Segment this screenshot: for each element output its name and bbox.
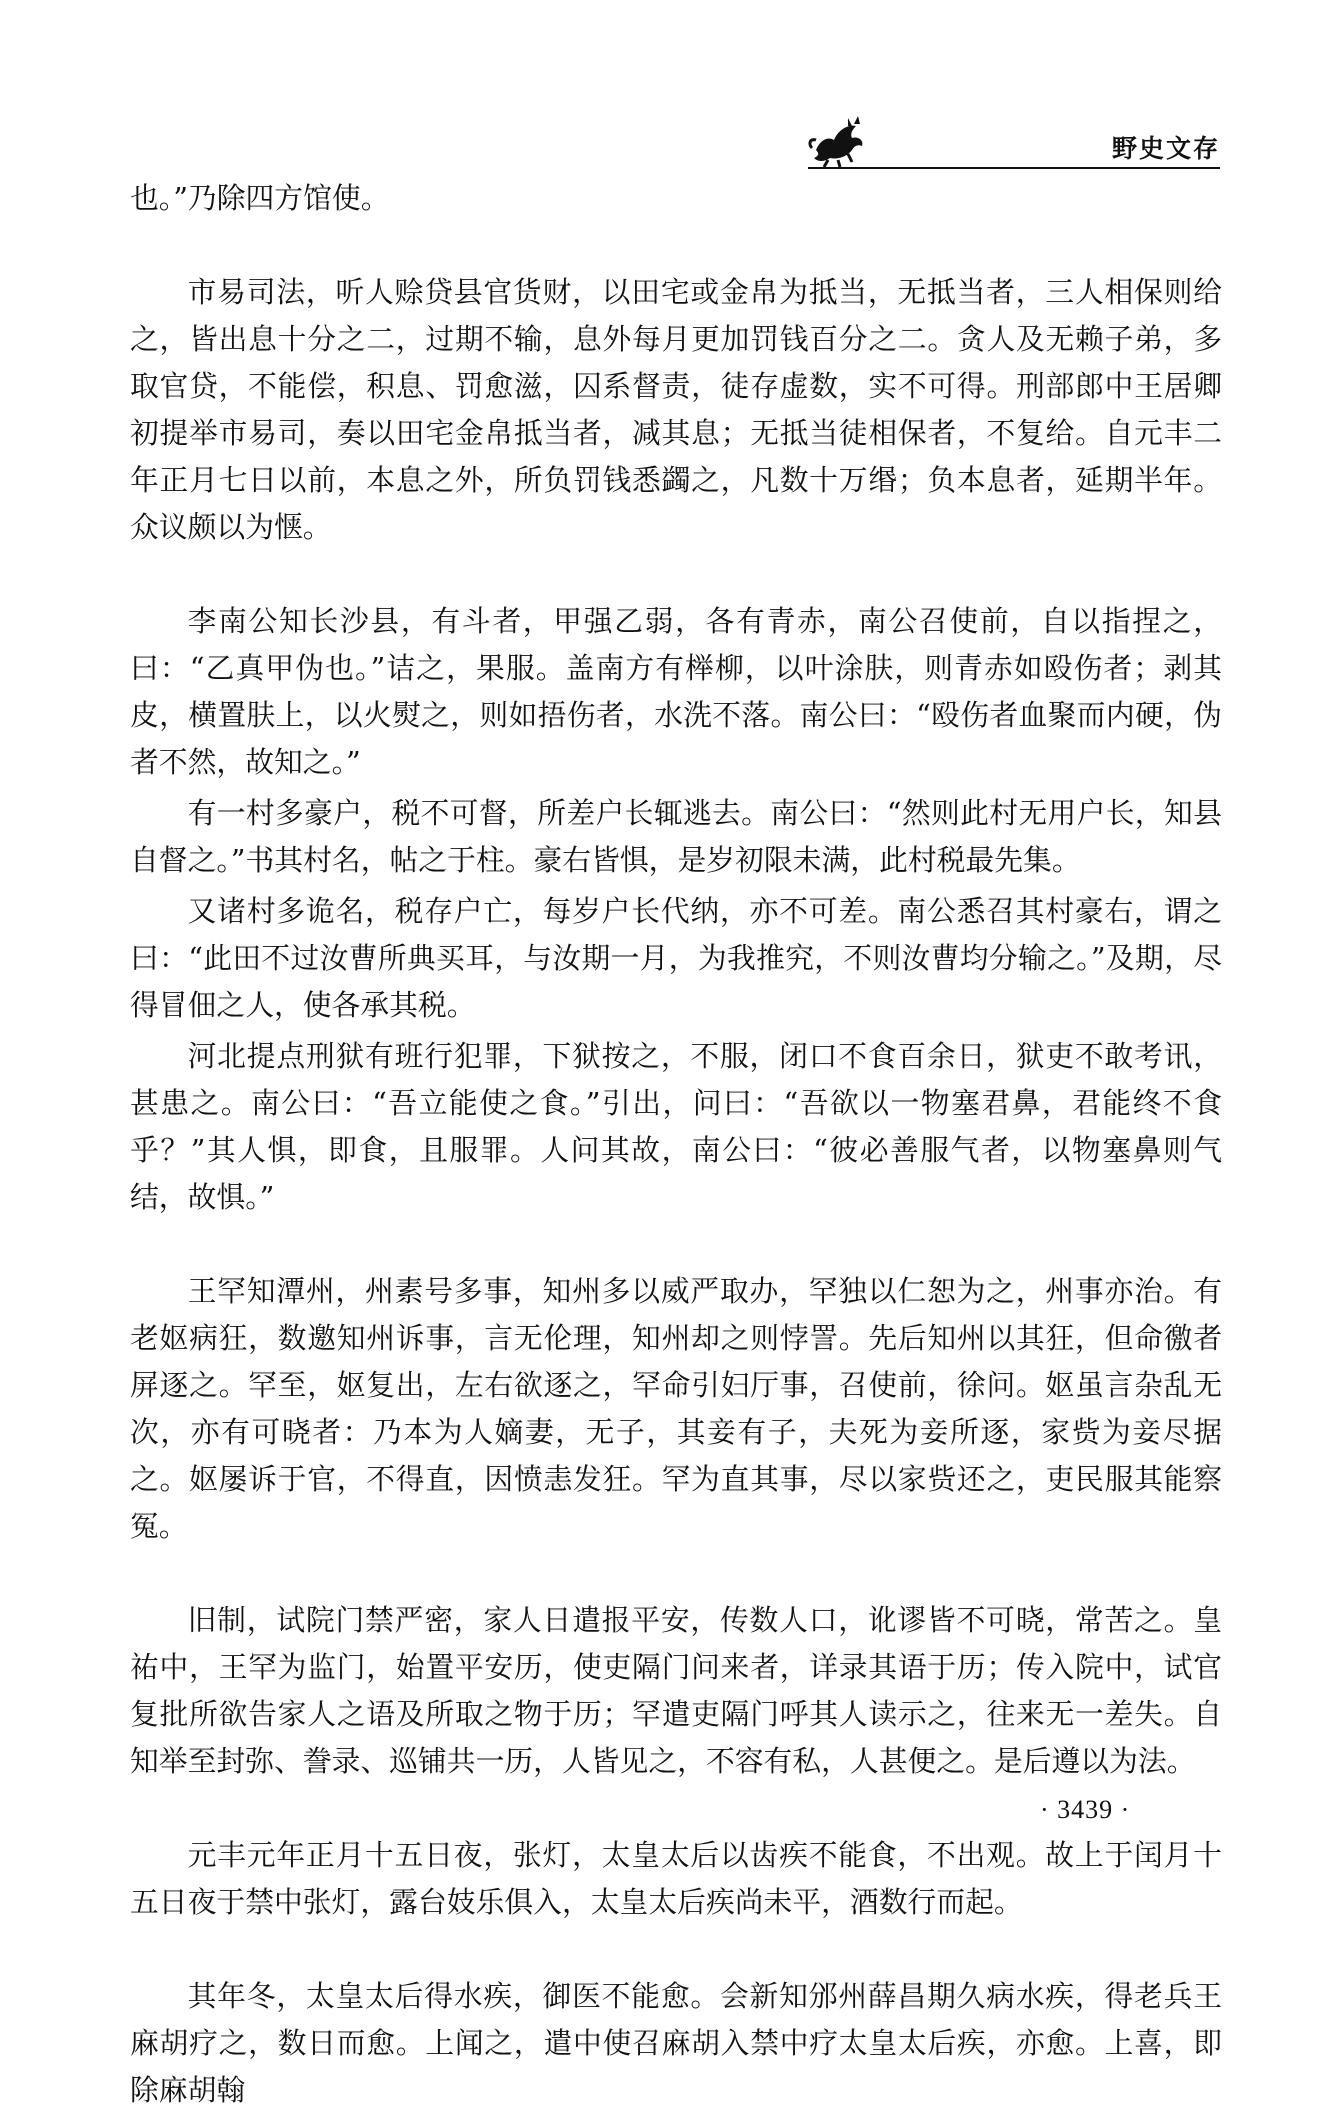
paragraph: 旧制，试院门禁严密，家人日遣报平安，传数人口，讹谬皆不可晓，常苦之。皇祐中，王罕为监门，始置平安历，使吏隔门问来者，详录其语于历；传入院中，试官复批所欲告家人之语及所取之物于历；罕遣吏隔门呼其人读示之，往来无一差失。自知举至封弥、誊录、巡铺共一历，人皆见之，不容有私，人甚便之。是后遵以为法。 xyxy=(130,1603,1222,1778)
header-rule xyxy=(808,167,1220,169)
dragon-emblem-icon xyxy=(808,110,868,168)
paragraph: 又诸村多诡名，税存户亡，每岁户长代纳，亦不可差。南公悉召其村豪右，谓之曰：“此田不过汝曹所典买耳，与汝期一月，为我推究，不则汝曹均分输之。”及期，尽得冒佃之人，使各承其税。 xyxy=(130,894,1222,1022)
paragraph: 有一村多豪户，税不可督，所差户长辄逃去。南公曰：“然则此村无用户长，知县自督之。”书其村名，帖之于柱。豪右皆惧，是岁初限未满，此村税最先集。 xyxy=(130,796,1222,877)
paragraph: 王罕知潭州，州素号多事，知州多以威严取办，罕独以仁恕为之，州事亦治。有老妪病狂，数邀知州诉事，言无伦理，知州却之则悖詈。先后知州以其狂，但命徼者屏逐之。罕至，妪复出，左右欲逐之，罕命引妇厅事，召使前，徐问。妪虽言杂乱无次，亦有可晓者：乃本为人嫡妻，无子，其妾有子，夫死为妾所逐，家赀为妾尽据之。妪屡诉于官，不得直，因愤恚发狂。罕为直其事，尽以家赀还之，吏民服其能察冤。 xyxy=(130,1274,1222,1543)
paragraph: 其年冬，太皇太后得水疾，御医不能愈。会新知邠州薛昌期久病水疾，得老兵王麻胡疗之，数日而愈。上闻之，遣中使召麻胡入禁中疗太皇太后疾，亦愈。上喜，即除麻胡翰 xyxy=(130,1979,1222,2107)
paragraph: 河北提点刑狱有班行犯罪，下狱按之，不服，闭口不食百余日，狱吏不敢考讯，甚患之。南公曰：“吾立能使之食。”引出，问曰：“吾欲以一物塞君鼻，君能终不食乎？”其人惧，即食，且服罪。人问其故，南公曰：“彼必善服气者，以物塞鼻则气结，故惧。” xyxy=(130,1039,1222,1214)
series-title: 野史文存 xyxy=(1111,134,1220,163)
paragraph: 元丰元年正月十五日夜，张灯，太皇太后以齿疾不能食，不出观。故上于闰月十五日夜于禁中张灯，露台妓乐俱入，太皇太后疾尚未平，酒数行而起。 xyxy=(130,1838,1222,1919)
paragraph: 也。”乃除四方馆使。 xyxy=(130,181,390,215)
running-header xyxy=(808,105,1220,175)
page-number: · 3439 · xyxy=(1040,1795,1131,1824)
paragraph: 李南公知长沙县，有斗者，甲强乙弱，各有青赤，南公召使前，自以指捏之，曰：“乙真甲伪也。”诘之，果服。盖南方有榉柳，以叶涂肤，则青赤如殴伤者；剥其皮，横置肤上，以火熨之，则如捂伤者，水洗不落。南公曰：“殴伤者血聚而内硬，伪者不然，故知之。” xyxy=(130,604,1222,779)
paragraph: 市易司法，听人赊贷县官货财，以田宅或金帛为抵当，无抵当者，三人相保则给之，皆出息十分之二，过期不输，息外每月更加罚钱百分之二。贪人及无赖子弟，多取官贷，不能偿，积息、罚愈滋，囚系督责，徒存虚数，实不可得。刑部郎中王居卿初提举市易司，奏以田宅金帛抵当者，减其息；无抵当徒相保者，不复给。自元丰二年正月七日以前，本息之外，所负罚钱悉蠲之，凡数十万缗；负本息者，延期半年。众议颇以为惬。 xyxy=(130,275,1222,544)
